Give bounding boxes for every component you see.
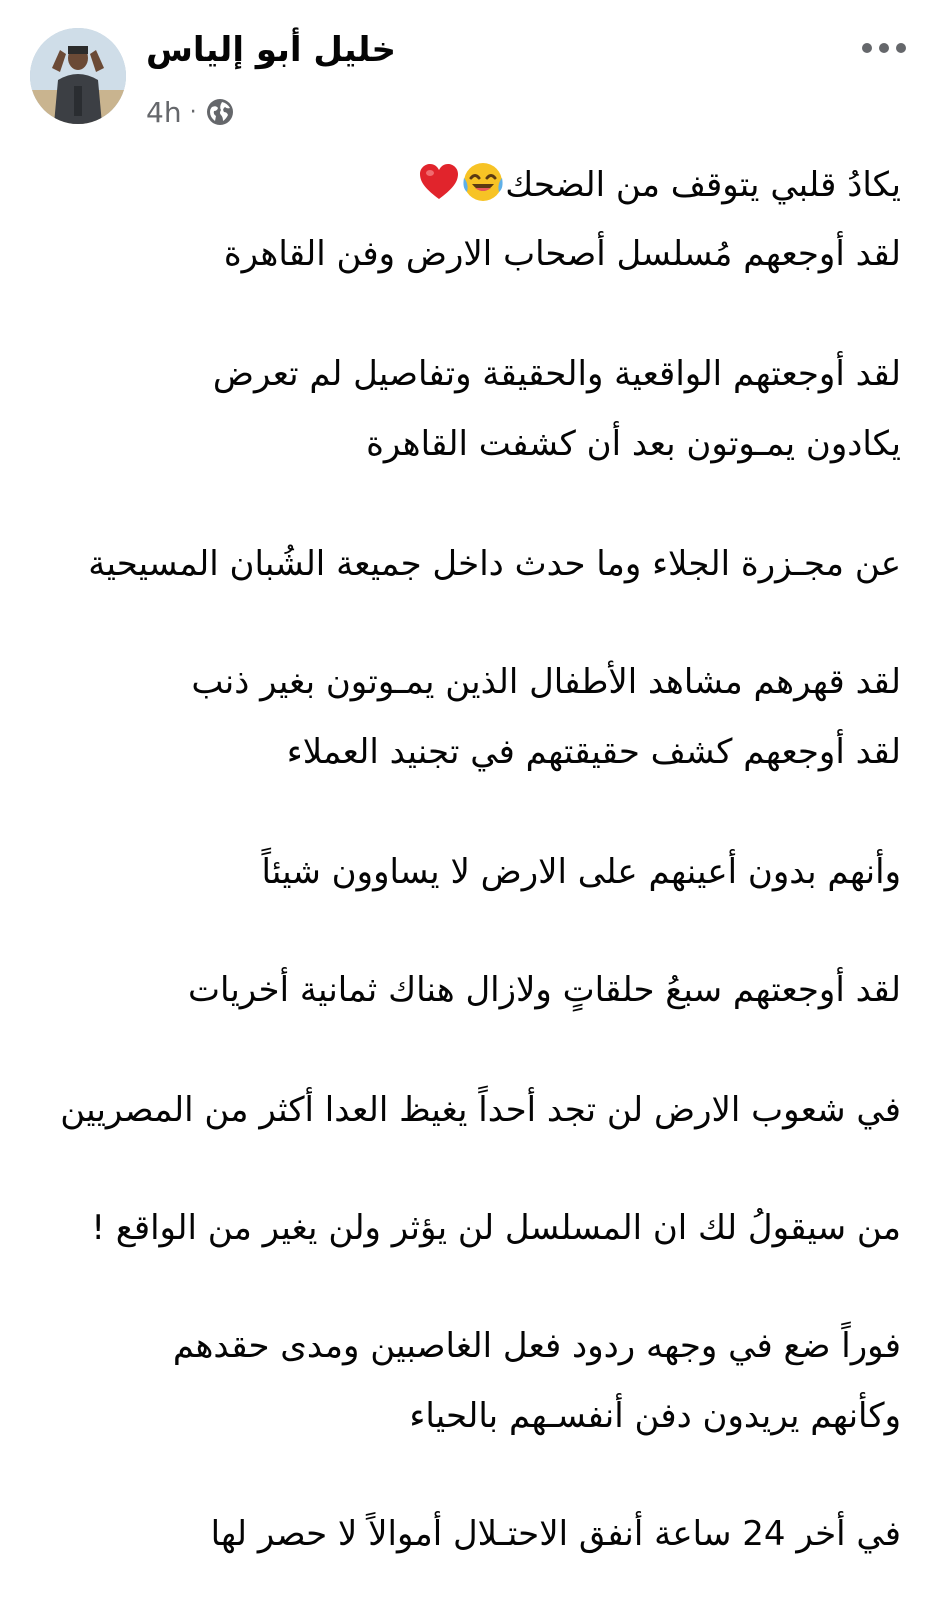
face-with-tears-of-joy-icon [461,160,505,204]
post-line-10: في شعوب الارض لن تجد أحداً يغيظ العدا أكثر من المصريين [60,1090,901,1130]
post-line-8: وأنهم بدون أعينهم على الارض لا يساوون شيئاً [261,852,901,892]
post-header [0,0,949,140]
post-line-2: لقد أوجعهم مُسلسل أصحاب الارض وفن القاهرة [223,234,901,274]
post-line-14: في أخر 24 ساعة أنفق الاحتـلال أموالاً لا حصر لها [210,1514,901,1554]
avatar[interactable] [30,28,126,124]
post-line-13: وكأنهم يريدون دفن أنفسـهم بالحياء [409,1396,901,1436]
globe-icon[interactable] [205,97,235,127]
more-options-icon[interactable] [852,28,916,68]
post-line-7: لقد أوجعهم كشف حقيقتهم في تجنيد العملاء [286,732,901,772]
meta-separator: · [189,99,197,125]
red-heart-icon [417,160,461,204]
post-line-11: من سيقولُ لك ان المسلسل لن يؤثر ولن يغير من الواقع ! [91,1208,901,1248]
post-line-1: يكادُ قلبي يتوقف من الضحك [417,160,901,209]
post-line-5: عن مجـزرة الجلاء وما حدث داخل جميعة الشُبان المسيحية [88,544,901,584]
post-line-12: فوراً ضع في وجهه ردود فعل الغاصبين ومدى حقدهم [172,1326,901,1366]
avatar-photo-icon [30,28,126,124]
post-line-4: يكادون يمـوتون بعد أن كشفت القاهرة [366,424,901,464]
post-line-9: لقد أوجعتهم سبعُ حلقاتٍ ولازال هناك ثمانية أخريات [187,970,901,1010]
post-line-3: لقد أوجعتهم الواقعية والحقيقة وتفاصيل لم تعرض [212,354,901,394]
post-meta [146,92,235,132]
author-name[interactable]: خليل أبو إلياس [146,30,397,70]
timestamp[interactable]: 4h [146,95,182,129]
post-line-6: لقد قهرهم مشاهد الأطفال الذين يمـوتون بغير ذنب [191,662,901,702]
